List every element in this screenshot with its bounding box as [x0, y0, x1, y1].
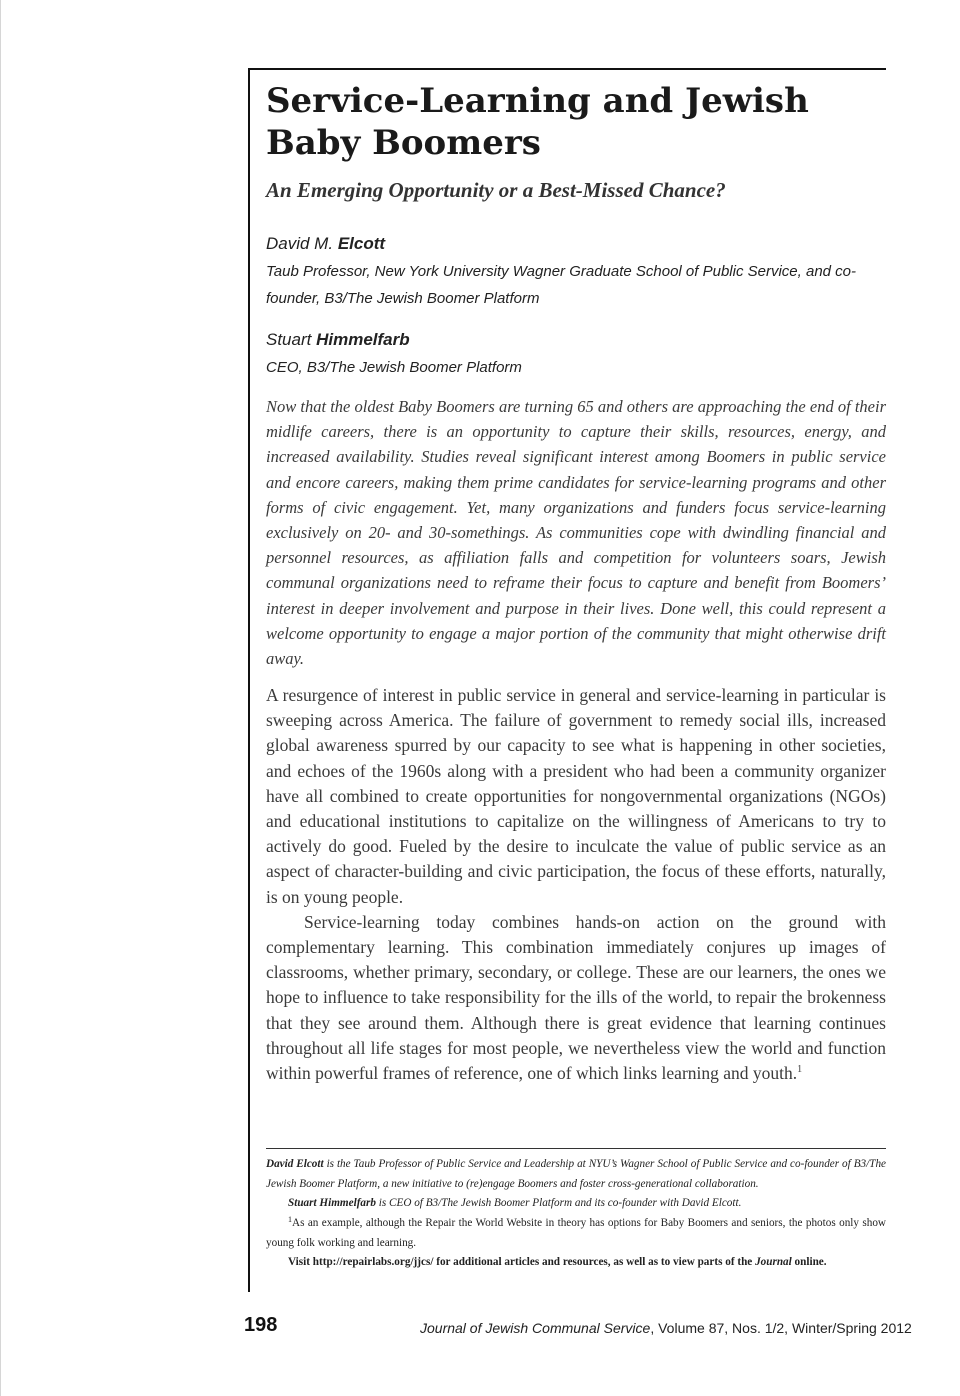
author-name — [266, 233, 886, 255]
title-frame-rule-top — [248, 68, 886, 70]
visit-end: online. — [794, 1256, 827, 1268]
page-number: 198 — [244, 1314, 278, 1336]
footnote-marker: 1 — [288, 1215, 292, 1224]
body-paragraph: A resurgence of interest in public service in general and service-learning in particular is sweeping across America. The failure of government to remedy social ills, increased global awareness spurred by our capacity to see what is happening in other societies, and echoes of the 1960s along with a president who had been a community organizer have all combined to create opportunities for nongovernmental organizations (NGOs) and educational institutions to capitalize on the willingness of Americans to try to actively do good. Fueled by the desire to inculcate the value of public service as an aspect of character-building and civic participation, the focus of these efforts, naturally, is on young people. — [266, 685, 886, 907]
footnote-author-name: David Elcott — [266, 1158, 324, 1170]
running-footer — [420, 1318, 912, 1338]
footnote-elcott-bio — [266, 1155, 886, 1194]
author-block-elcott — [266, 233, 886, 312]
visit-text: for additional articles and resources, as well as to view parts of the — [436, 1256, 753, 1268]
body-paragraph — [266, 910, 886, 1086]
author-surname: Elcott — [337, 234, 386, 253]
footnote-1 — [266, 1214, 886, 1253]
footnote-author-name: Stuart Himmelfarb — [288, 1197, 376, 1209]
abstract: Now that the oldest Baby Boomers are turning 65 and others are approaching the end of their midlife careers, there is an opportunity to capture their skills, resources, energy, and increased availability. Studies reveal significant interest among Boomers in public service and encore careers, making them prime candidates for service-learning programs and other forms of civic engagement. Yet, many organizations and funders focus service-learning exclusively on 20- and 30-somethings. As communities cope with dwindling financial and personnel resources, as affiliation falls and competition for volunteers soars, Jewish communal organizations need to reframe their focus to capture and benefit from Boomers’ interest in deeper involvement and purpose in their lives. Done well, this could represent a welcome opportunity to engage a major portion of the community that might otherwise drift away. — [266, 397, 886, 669]
footnote-ref-1[interactable]: 1 — [797, 1064, 803, 1076]
title-frame-rule-left — [248, 68, 250, 1292]
visit-label: Visit — [288, 1256, 310, 1268]
article-subtitle: An Emerging Opportunity or a Best-Missed Chance? — [266, 178, 726, 202]
article-body — [266, 683, 886, 1086]
page-edge — [0, 0, 1, 1396]
footnote-text: As an example, although the Repair the World Website in theory has options for Baby Boomers and seniors, the photos only show young folk working and learning. — [266, 1217, 886, 1249]
journal-title: Journal of Jewish Communal Service — [420, 1320, 651, 1336]
author-affiliation: CEO, B3/The Jewish Boomer Platform — [266, 359, 522, 376]
footnote-himmelfarb-bio — [266, 1194, 886, 1214]
author-affiliation: Taub Professor, New York University Wagner Graduate School of Public Service, and co-founder, B3/The Jewish Boomer Platform — [266, 263, 857, 307]
article-title: Service-Learning and Jewish Baby Boomers — [266, 81, 809, 163]
visit-url-link[interactable]: http://repairlabs.org/jjcs/ — [312, 1256, 434, 1268]
author-given-name: David M. — [266, 234, 334, 253]
footnote-visit — [266, 1253, 886, 1273]
footnote-bio-text: is CEO of B3/The Jewish Boomer Platform and its co-founder with David Elcott. — [378, 1197, 742, 1209]
body-paragraph-text: Service-learning today combines hands-on action on the ground with complementary learning. This combination immediately conjures up images of classrooms, whether primary, secondary, or college. These are our learners, the ones we hope to influence to take responsibility for the ills of the world, to repair the brokenness that they see around them. Although there is great evidence that learning continues throughout all life stages for most people, we nevertheless view the world and function within powerful frames of reference, one of which links learning and youth. — [266, 911, 886, 1084]
author-block-himmelfarb — [266, 329, 886, 381]
author-surname: Himmelfarb — [316, 330, 410, 349]
footnote-rule — [266, 1148, 886, 1149]
visit-journal: Journal — [755, 1256, 792, 1268]
journal-issue: , Volume 87, Nos. 1/2, Winter/Spring 2012 — [650, 1320, 912, 1336]
author-name — [266, 329, 886, 351]
footnote-bio-text: is the Taub Professor of Public Service and Leadership at NYU’s Wagner School of Public Service and co-founder of B3/The Jewish Boomer Platform, a new initiative to (re)engage Boomers and foster cross-generational collaboration. — [266, 1158, 887, 1190]
author-given-name: Stuart — [266, 330, 312, 349]
